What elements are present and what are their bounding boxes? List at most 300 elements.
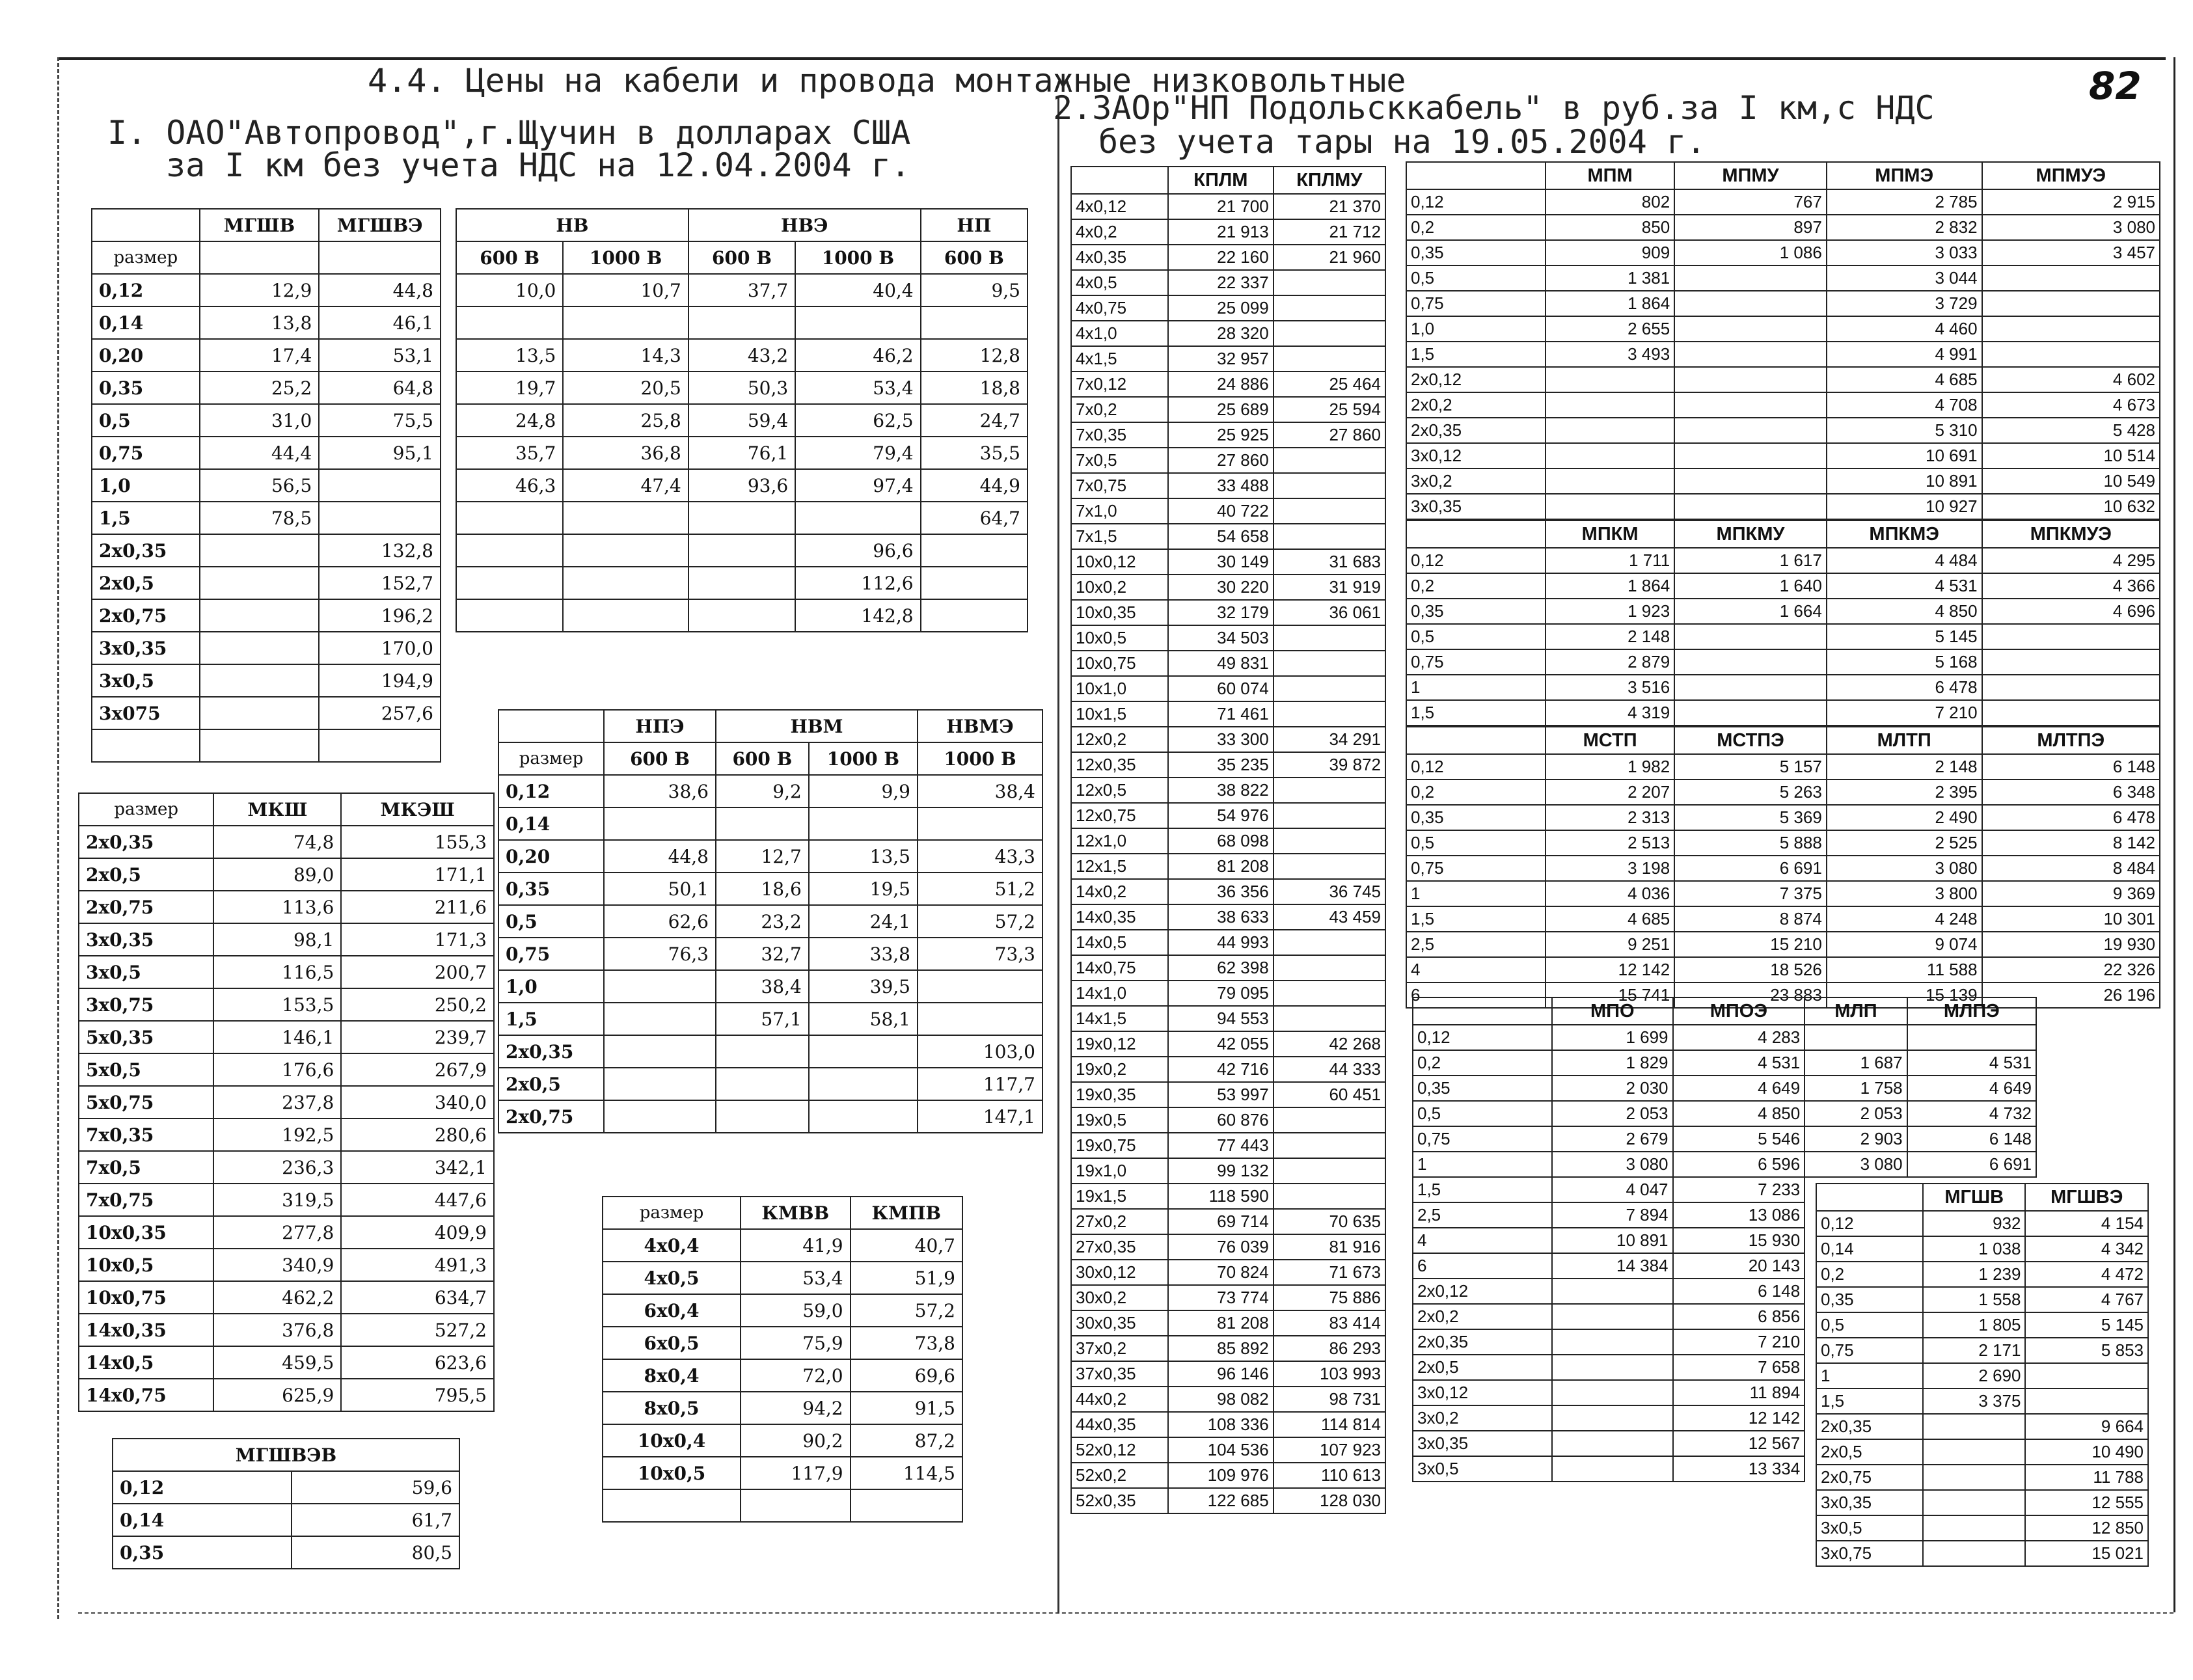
price-cell: 459,5: [213, 1346, 341, 1379]
price-cell: 4 484: [1827, 548, 1982, 573]
size-cell: 4х1,0: [1071, 321, 1168, 346]
table-row: [1071, 1133, 1385, 1158]
size-cell: 2х0,12: [1406, 367, 1546, 392]
table-row: [1071, 1336, 1385, 1361]
size-cell: 0,2: [1816, 1262, 1923, 1287]
price-cell: [1674, 265, 1827, 291]
price-cell: 69,6: [851, 1359, 962, 1392]
price-cell: 11 894: [1673, 1380, 1805, 1405]
table-row: [456, 567, 1028, 599]
price-cell: 147,1: [918, 1100, 1042, 1133]
size-cell: 0,35: [113, 1536, 292, 1569]
table-row: [603, 1489, 962, 1522]
page-top-border: [57, 57, 2166, 60]
table-mksh: [78, 793, 495, 1412]
price-cell: [563, 599, 688, 632]
price-cell: 1 711: [1546, 548, 1674, 573]
price-cell: [1552, 1431, 1673, 1456]
price-cell: 14,3: [563, 339, 688, 372]
table-row: [1071, 828, 1385, 854]
price-cell: [1552, 1405, 1673, 1431]
price-cell: 9,5: [921, 274, 1028, 306]
price-cell: 447,6: [341, 1184, 494, 1216]
price-cell: 2 903: [1805, 1126, 1907, 1152]
price-cell: 74,8: [213, 826, 341, 858]
price-cell: 171,3: [341, 923, 494, 956]
price-cell: 73,8: [851, 1327, 962, 1359]
price-cell: 32,7: [716, 938, 809, 970]
size-cell: 3х0,12: [1413, 1380, 1552, 1405]
size-cell: 7х0,2: [1071, 397, 1168, 422]
table-row: [1071, 1387, 1385, 1412]
price-cell: 15 741: [1546, 982, 1674, 1008]
price-cell: 2 053: [1805, 1101, 1907, 1126]
price-cell: 6 691: [1674, 856, 1827, 881]
table-header-cell: МПМЭ: [1827, 162, 1982, 189]
table-row: [92, 729, 441, 762]
price-cell: [1274, 1158, 1385, 1184]
size-cell: 6: [1413, 1253, 1552, 1279]
price-cell: 46,3: [456, 469, 563, 502]
size-cell: 0,12: [1406, 754, 1546, 779]
table-row: [1071, 676, 1385, 701]
price-cell: [688, 502, 795, 534]
price-cell: [604, 807, 716, 840]
size-cell: 6х0,4: [603, 1294, 741, 1327]
price-cell: 20,5: [563, 372, 688, 404]
size-cell: 4: [1406, 957, 1546, 982]
table-row: [1816, 1414, 2148, 1439]
table-row: [79, 1379, 494, 1411]
price-cell: 527,2: [341, 1314, 494, 1346]
price-cell: [563, 502, 688, 534]
price-cell: 15 139: [1827, 982, 1982, 1008]
price-cell: 94,2: [741, 1392, 851, 1424]
price-cell: 3 493: [1546, 342, 1674, 367]
price-cell: 4 991: [1827, 342, 1982, 367]
price-cell: 2 655: [1546, 316, 1674, 342]
table-row: [79, 826, 494, 858]
price-cell: [918, 970, 1042, 1003]
price-cell: [1674, 624, 1827, 649]
price-cell: 10 632: [1982, 494, 2160, 520]
price-cell: [563, 567, 688, 599]
price-cell: 2 148: [1546, 624, 1674, 649]
price-cell: 10,7: [563, 274, 688, 306]
price-cell: [1674, 468, 1827, 494]
table-header-cell: размер: [79, 793, 213, 826]
price-cell: [200, 567, 320, 599]
price-cell: 6 148: [1982, 754, 2160, 779]
price-cell: [319, 729, 441, 762]
price-cell: 51,2: [918, 873, 1042, 905]
table-header-cell: 600 В: [688, 241, 795, 274]
table-row: [79, 923, 494, 956]
table-row: [1071, 372, 1385, 397]
size-cell: 0,2: [1406, 573, 1546, 599]
price-cell: 59,4: [688, 404, 795, 437]
price-cell: [1982, 649, 2160, 675]
table-header-row: [1406, 726, 2160, 754]
size-cell: 3х0,5: [1816, 1515, 1923, 1541]
table-row: [1406, 805, 2160, 830]
price-cell: [921, 306, 1028, 339]
price-cell: 1 923: [1546, 599, 1674, 624]
table-row: [1071, 448, 1385, 473]
price-cell: 5 263: [1674, 779, 1827, 805]
table-row: [92, 339, 441, 372]
size-cell: 0,75: [1406, 856, 1546, 881]
table-header-cell: МСТП: [1546, 726, 1674, 754]
table-row: [456, 372, 1028, 404]
table-row: [603, 1262, 962, 1294]
table-row: [1071, 1361, 1385, 1387]
price-cell: 9,2: [716, 775, 809, 807]
table-header-cell: размер: [603, 1197, 741, 1229]
price-cell: 113,6: [213, 891, 341, 923]
price-cell: 42 268: [1274, 1031, 1385, 1057]
price-cell: 116,5: [213, 956, 341, 988]
price-cell: 11 788: [2025, 1465, 2148, 1490]
table-header-cell: КПЛМ: [1168, 167, 1274, 194]
price-cell: 11 588: [1827, 957, 1982, 982]
right-supplier-subtitle: без учета тары на 19.05.2004 г.: [1098, 123, 1706, 161]
table-row: [456, 306, 1028, 339]
price-cell: 58,1: [809, 1003, 918, 1035]
price-cell: 1 864: [1546, 291, 1674, 316]
table-row: [1406, 494, 2160, 520]
price-cell: 12 567: [1673, 1431, 1805, 1456]
price-cell: 49 831: [1168, 651, 1274, 676]
table-row: [1816, 1363, 2148, 1389]
size-cell: 4х0,75: [1071, 295, 1168, 321]
table-row: [92, 534, 441, 567]
price-cell: 51,9: [851, 1262, 962, 1294]
price-cell: 73,3: [918, 938, 1042, 970]
price-cell: 10 691: [1827, 443, 1982, 468]
price-cell: 4 696: [1982, 599, 2160, 624]
price-cell: 2 690: [1923, 1363, 2025, 1389]
price-cell: 75,9: [741, 1327, 851, 1359]
price-cell: 1 558: [1923, 1287, 2025, 1312]
price-cell: [456, 306, 563, 339]
size-cell: 12х0,5: [1071, 778, 1168, 803]
price-cell: [604, 970, 716, 1003]
price-cell: [200, 697, 320, 729]
price-cell: [688, 306, 795, 339]
price-cell: 98 082: [1168, 1387, 1274, 1412]
size-cell: 12х0,75: [1071, 803, 1168, 828]
size-cell: 30х0,12: [1071, 1260, 1168, 1285]
price-cell: 79 095: [1168, 981, 1274, 1006]
price-cell: 4 673: [1982, 392, 2160, 418]
size-cell: 10х0,2: [1071, 575, 1168, 600]
price-cell: [809, 1100, 918, 1133]
price-cell: 5 145: [1827, 624, 1982, 649]
price-cell: 342,1: [341, 1151, 494, 1184]
price-cell: 5 888: [1674, 830, 1827, 856]
price-cell: 104 536: [1168, 1437, 1274, 1463]
price-cell: 98,1: [213, 923, 341, 956]
size-cell: 30х0,35: [1071, 1310, 1168, 1336]
price-cell: [1274, 473, 1385, 498]
size-cell: 3х0,2: [1413, 1405, 1552, 1431]
table-row: [1406, 856, 2160, 881]
section-title: 4.4. Цены на кабели и провода монтажные низковольтные: [368, 62, 1406, 100]
price-cell: 4 732: [1907, 1101, 2036, 1126]
table-header-cell: НПЭ: [604, 710, 716, 742]
price-cell: 38,4: [918, 775, 1042, 807]
price-cell: 9 369: [1982, 881, 2160, 906]
table-row: [92, 502, 441, 534]
size-cell: 1: [1406, 881, 1546, 906]
price-cell: 24,8: [456, 404, 563, 437]
price-cell: [716, 807, 809, 840]
price-cell: [1552, 1329, 1673, 1355]
size-cell: 14х1,0: [1071, 981, 1168, 1006]
size-cell: 0,20: [92, 339, 200, 372]
size-cell: 7х0,12: [1071, 372, 1168, 397]
price-cell: 33 300: [1168, 727, 1274, 752]
table-row: [1071, 1412, 1385, 1437]
price-cell: 3 080: [1805, 1152, 1907, 1177]
table-mpm-mpkm-mstp: [1406, 161, 2160, 1009]
price-cell: 8 142: [1982, 830, 2160, 856]
size-cell: 7х0,5: [1071, 448, 1168, 473]
table-row: [79, 988, 494, 1021]
size-cell: 4: [1413, 1228, 1552, 1253]
table-row: [1071, 1209, 1385, 1234]
price-cell: [1982, 342, 2160, 367]
table-row: [1816, 1287, 2148, 1312]
price-cell: 5 428: [1982, 418, 2160, 443]
size-cell: 0,12: [1816, 1211, 1923, 1236]
price-cell: 491,3: [341, 1249, 494, 1281]
table-row: [1406, 754, 2160, 779]
price-cell: 43,2: [688, 339, 795, 372]
price-cell: [1274, 1184, 1385, 1209]
price-cell: 33,8: [809, 938, 918, 970]
price-cell: 4 850: [1673, 1101, 1805, 1126]
table-header-row: [1406, 162, 2160, 189]
size-cell: 52х0,12: [1071, 1437, 1168, 1463]
table-row: [1071, 1285, 1385, 1310]
price-cell: 10 927: [1827, 494, 1982, 520]
size-cell: 7х0,5: [79, 1151, 213, 1184]
price-cell: 9,9: [809, 775, 918, 807]
table-row: [1071, 930, 1385, 955]
size-cell: 2х0,35: [1413, 1329, 1552, 1355]
table-row: [79, 858, 494, 891]
price-cell: 54 976: [1168, 803, 1274, 828]
price-cell: [563, 306, 688, 339]
table-row: [498, 807, 1042, 840]
size-cell: 19х0,12: [1071, 1031, 1168, 1057]
price-cell: 257,6: [319, 697, 441, 729]
table-row: [603, 1457, 962, 1489]
price-cell: 81 208: [1168, 1310, 1274, 1336]
table-row: [1816, 1515, 2148, 1541]
table-row: [1413, 1025, 2036, 1050]
size-cell: 19х0,35: [1071, 1082, 1168, 1107]
price-cell: 155,3: [341, 826, 494, 858]
left-supplier-subtitle: за I км без учета НДС на 12.04.2004 г.: [166, 146, 910, 184]
price-cell: 39 872: [1274, 752, 1385, 778]
table-row: [1071, 1437, 1385, 1463]
price-cell: 114 814: [1274, 1412, 1385, 1437]
price-cell: 71 673: [1274, 1260, 1385, 1285]
price-cell: [1982, 291, 2160, 316]
table-row: [79, 1249, 494, 1281]
table-row: [1406, 291, 2160, 316]
price-cell: 4 047: [1552, 1177, 1673, 1202]
size-cell: 8х0,4: [603, 1359, 741, 1392]
price-cell: 53,1: [319, 339, 441, 372]
price-cell: 4 602: [1982, 367, 2160, 392]
size-cell: 27х0,2: [1071, 1209, 1168, 1234]
price-cell: 376,8: [213, 1314, 341, 1346]
size-cell: 0,5: [1406, 830, 1546, 856]
table-row: [79, 1314, 494, 1346]
price-cell: 117,7: [918, 1068, 1042, 1100]
table-row: [603, 1424, 962, 1457]
price-cell: 103,0: [918, 1035, 1042, 1068]
table-header-cell: МПКМУ: [1674, 520, 1827, 548]
size-cell: 2х0,35: [1816, 1414, 1923, 1439]
price-cell: [456, 567, 563, 599]
size-cell: 3х0,12: [1406, 443, 1546, 468]
table-header-cell: 600 В: [716, 742, 809, 775]
table-row: [1406, 443, 2160, 468]
price-cell: [200, 664, 320, 697]
price-cell: 9 664: [2025, 1414, 2148, 1439]
price-cell: 3 375: [1923, 1389, 2025, 1414]
table-row: [498, 775, 1042, 807]
size-cell: 0,2: [1413, 1050, 1552, 1076]
price-cell: [1274, 346, 1385, 372]
page-left-border: [57, 57, 59, 1619]
size-cell: 10х0,5: [1071, 625, 1168, 651]
price-cell: 1 617: [1674, 548, 1827, 573]
table-row: [92, 306, 441, 339]
price-cell: [200, 534, 320, 567]
price-cell: 2 679: [1552, 1126, 1673, 1152]
size-cell: 10х0,35: [79, 1216, 213, 1249]
price-cell: [456, 599, 563, 632]
table-header-cell: МГШВ: [200, 209, 320, 241]
price-cell: [604, 1003, 716, 1035]
size-cell: 4х0,12: [1071, 194, 1168, 219]
price-cell: 634,7: [341, 1281, 494, 1314]
size-cell: 10х0,12: [1071, 549, 1168, 575]
table-header-cell: [1071, 167, 1168, 194]
price-cell: [716, 1100, 809, 1133]
size-cell: 0,75: [92, 437, 200, 469]
price-cell: 8 874: [1674, 906, 1827, 932]
table-row: [1071, 295, 1385, 321]
price-cell: 42 716: [1168, 1057, 1274, 1082]
price-cell: 10 891: [1552, 1228, 1673, 1253]
table-row: [1071, 524, 1385, 549]
price-cell: 27 860: [1274, 422, 1385, 448]
table-row: [1406, 779, 2160, 805]
price-cell: 32 957: [1168, 346, 1274, 372]
price-cell: [319, 469, 441, 502]
price-cell: 78,5: [200, 502, 320, 534]
price-cell: 3 080: [1982, 215, 2160, 240]
table-header-cell: [1406, 162, 1546, 189]
price-cell: 4 850: [1827, 599, 1982, 624]
table-header-cell: 1000 В: [795, 241, 920, 274]
price-cell: 23,2: [716, 905, 809, 938]
table-row: [603, 1392, 962, 1424]
table-row: [92, 437, 441, 469]
price-cell: [604, 1068, 716, 1100]
price-cell: 13,8: [200, 306, 320, 339]
price-cell: 10 490: [2025, 1439, 2148, 1465]
size-cell: 3х0,35: [1413, 1431, 1552, 1456]
table-row: [1071, 854, 1385, 879]
size-cell: 1,0: [92, 469, 200, 502]
size-cell: 12х1,0: [1071, 828, 1168, 854]
price-cell: 122 685: [1168, 1488, 1274, 1513]
price-cell: [1546, 367, 1674, 392]
table-row: [1071, 549, 1385, 575]
price-cell: 68 098: [1168, 828, 1274, 854]
price-cell: [1674, 649, 1827, 675]
price-cell: 21 960: [1274, 245, 1385, 270]
table-row: [456, 339, 1028, 372]
price-cell: [921, 567, 1028, 599]
price-cell: 625,9: [213, 1379, 341, 1411]
table-row: [113, 1471, 459, 1504]
price-cell: [1546, 392, 1674, 418]
price-cell: 4 248: [1827, 906, 1982, 932]
table-row: [456, 469, 1028, 502]
size-cell: 1,5: [1406, 906, 1546, 932]
price-cell: 44,9: [921, 469, 1028, 502]
table-row: [603, 1327, 962, 1359]
size-cell: 0,2: [1406, 779, 1546, 805]
size-cell: 1: [1816, 1363, 1923, 1389]
table-header-cell: МПО: [1552, 997, 1673, 1025]
table-row: [79, 1281, 494, 1314]
price-cell: [456, 534, 563, 567]
price-cell: 33 488: [1168, 473, 1274, 498]
size-cell: 3х0,35: [79, 923, 213, 956]
table-header-cell: МГШВ: [1923, 1184, 2025, 1211]
price-cell: 6 478: [1827, 675, 1982, 700]
price-cell: [1274, 803, 1385, 828]
price-cell: 62 398: [1168, 955, 1274, 981]
table-row: [1071, 904, 1385, 930]
price-cell: 37,7: [688, 274, 795, 306]
table-row: [92, 664, 441, 697]
price-cell: 1 640: [1674, 573, 1827, 599]
price-cell: 4 472: [2025, 1262, 2148, 1287]
table-row: [1406, 189, 2160, 215]
size-cell: 12х0,35: [1071, 752, 1168, 778]
size-cell: 4х0,35: [1071, 245, 1168, 270]
price-cell: 19,5: [809, 873, 918, 905]
price-cell: 103 993: [1274, 1361, 1385, 1387]
table-row: [1816, 1236, 2148, 1262]
size-cell: 2,5: [1406, 932, 1546, 957]
price-cell: 107 923: [1274, 1437, 1385, 1463]
price-cell: 340,9: [213, 1249, 341, 1281]
price-cell: 22 326: [1982, 957, 2160, 982]
price-cell: 4 531: [1907, 1050, 2036, 1076]
